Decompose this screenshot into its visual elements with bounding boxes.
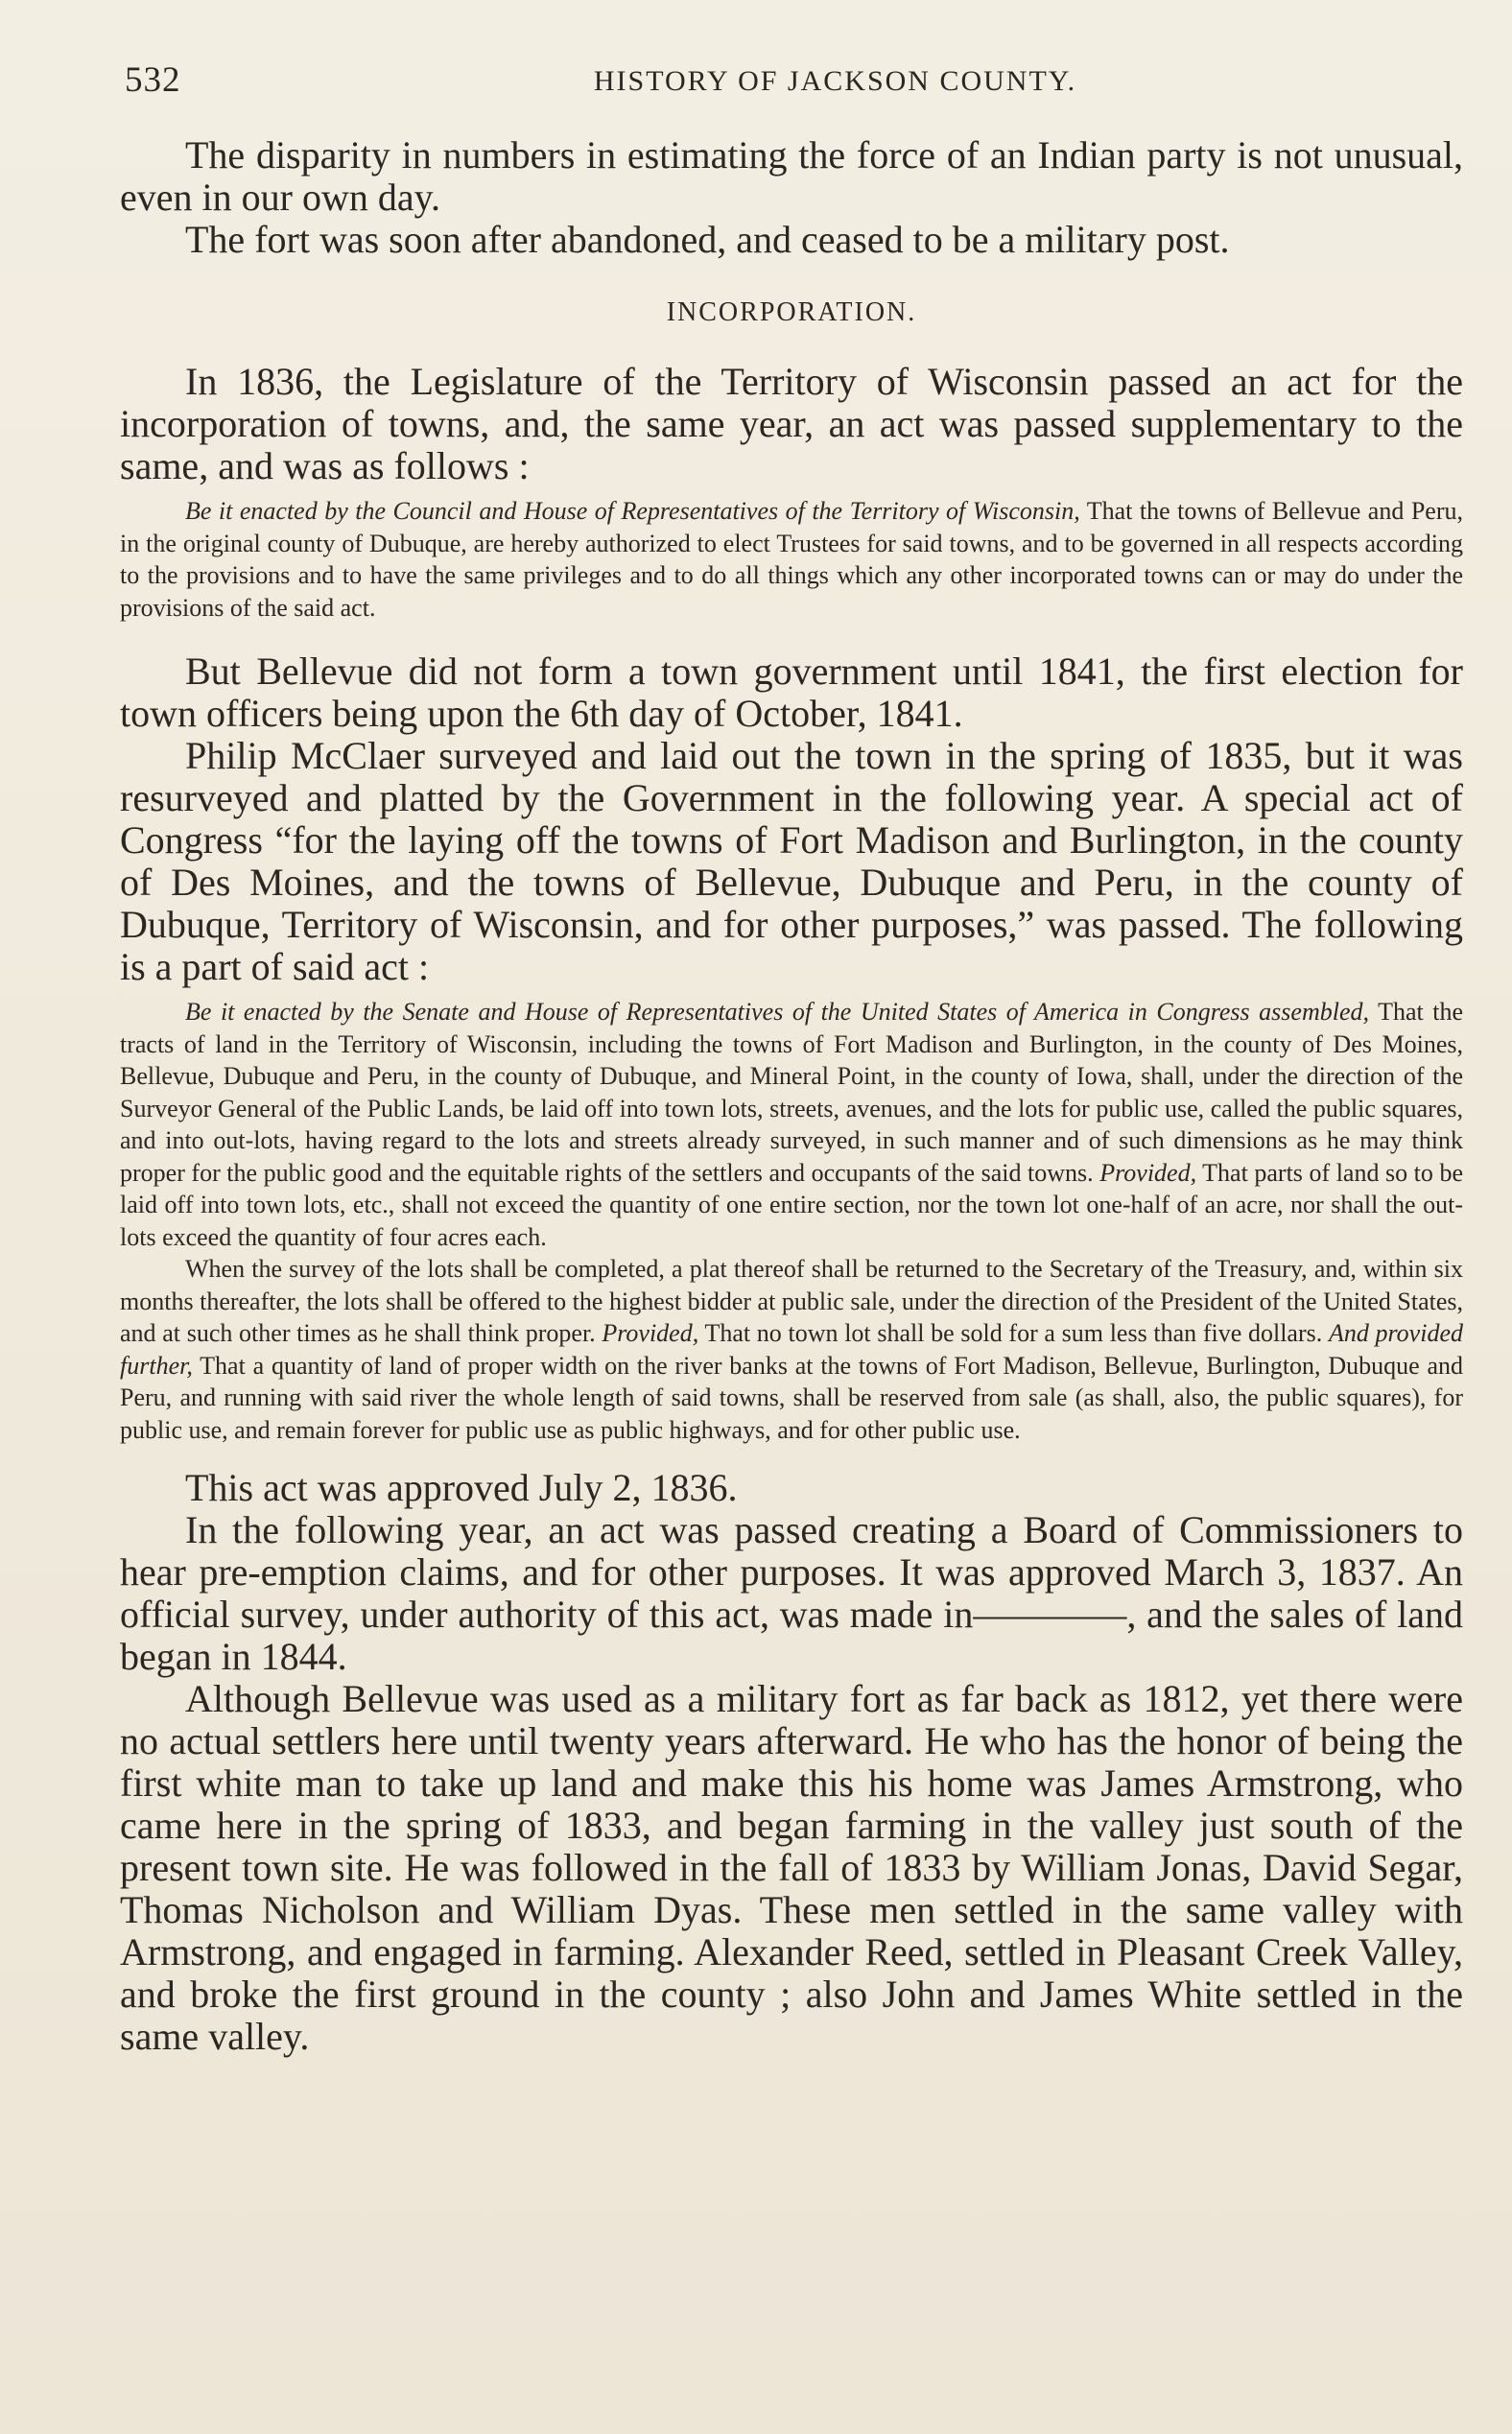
- page-number: 532: [125, 60, 181, 100]
- quote-text: That parts of land so to be laid off into town lots, etc., shall not exceed the quantity of one entire section, nor the town lot one-half of an acre, nor shall the out-lots exceed the quantity of four acres each.: [120, 1158, 1464, 1251]
- quote-proviso: Provided,: [1099, 1158, 1197, 1187]
- page-header: [125, 59, 1421, 107]
- paragraph-fort-abandoned: The fort was soon after abandoned, and ceased to be a military post.: [185, 218, 1230, 261]
- quote-proviso: And provided further,: [120, 1319, 1463, 1380]
- quote-text: That the towns of Bellevue and Peru, in the original county of Dubuque, are hereby authorized to elect Trustees for said towns, and to be governed in all respects according to the provisions and to have the same privileges and to do all things which any other incorporated towns can or may do under the provisions of the said act.: [120, 497, 1463, 622]
- paragraph-board-commissioners: In the following year, an act was passed creating a Board of Commissioners to hear pre-emption claims, and for other purposes. It was approved March 3, 1837. An official survey, under authority of this act, was made in————, and the sales of land began in 1844.: [120, 1508, 1463, 1678]
- quote-proviso: Provided,: [602, 1319, 699, 1347]
- paragraph-legislature-1836: In 1836, the Legislature of the Territory of Wisconsin passed an act for the incorporation of towns, and, the same year, an act was passed supplementary to the same, and was as follows :: [120, 360, 1463, 487]
- paragraph-indian-party: The disparity in numbers in estimating the force of an Indian party is not unusual, even in our own day.: [120, 133, 1463, 219]
- quote-congress-act-continued: [120, 1253, 1463, 1446]
- quote-text: That no town lot shall be sold for a sum less than five dollars.: [698, 1319, 1329, 1347]
- paragraph-survey: Philip McClaer surveyed and laid out the town in the spring of 1835, but it was resurveyed and platted by the Government in the following year. A special act of Congress “for the laying off the towns of Fort Madison and Burlington, in the county of Des Moines, and the towns of Bellevue, Dubuque and Peru, in the county of Dubuque, Territory of Wisconsin, and for other purposes,” was passed. The following is a part of said act :: [120, 734, 1463, 988]
- page-body: [120, 134, 1463, 2058]
- quote-congress-act: [120, 996, 1463, 1253]
- paragraph-first-settlers: Although Bellevue was used as a military fort as far back as 1812, yet there were no actual settlers here until twenty years afterward. He who has the honor of being the first white man to take up land and make this his home was James Armstrong, who came here in the spring of 1833, and began farming in the valley just south of the present town site. He was followed in the fall of 1833 by William Jonas, David Segar, Thomas Nicholson and William Dyas. These men settled in the same valley with Armstrong, and engaged in farming. Alexander Reed, settled in Pleasant Creek Valley, and broke the first ground in the county ; also John and James White settled in the same valley.: [120, 1677, 1463, 2058]
- quote-enacting-clause: Be it enacted by the Council and House of Representatives of the Territory of Wisconsin,: [185, 497, 1080, 525]
- paragraph-act-approved: This act was approved July 2, 1836.: [185, 1466, 738, 1509]
- quote-enacting-clause: Be it enacted by the Senate and House of Representatives of the United States of America in Congress assembled,: [185, 998, 1370, 1026]
- quote-wisconsin-act: [120, 495, 1463, 624]
- quote-text: That the tracts of land in the Territory of Wisconsin, including the towns of Fort Madison and Burlington, in the county of Des Moines, Bellevue, Dubuque and Peru, in the county of Dubuque, and Mineral Point, in the county of Iowa, shall, under the direction of the Surveyor General of the Public Lands, be laid off into town lots, streets, avenues, and the lots for public use, called the public squares, and into out-lots, having regard to the lots and streets already surveyed, in such manner and of such dimensions as he may think proper for the public good and the equitable rights of the settlers and occupants of the said towns.: [120, 998, 1463, 1187]
- running-head: HISTORY OF JACKSON COUNTY.: [593, 65, 1077, 97]
- quote-text: When the survey of the lots shall be completed, a plat thereof shall be returned to the Secretary of the Treasury, and, within six months thereafter, the lots shall be offered to the highest bidder at public sale, under the direction of the President of the United States, and at such other times as he shall think proper.: [120, 1255, 1463, 1347]
- paragraph-town-government: But Bellevue did not form a town government until 1841, the first election for town officers being upon the 6th day of October, 1841.: [120, 650, 1463, 735]
- section-heading-incorporation: INCORPORATION.: [666, 297, 917, 327]
- quote-text: That a quantity of land of proper width on the river banks at the towns of Fort Madison, Bellevue, Burlington, Dubuque and Peru, and running with said river the whole length of said towns, shall be reserved from sale (as shall, also, the public squares), for public use, and remain forever for public use as public highways, and for other public use.: [120, 1351, 1463, 1444]
